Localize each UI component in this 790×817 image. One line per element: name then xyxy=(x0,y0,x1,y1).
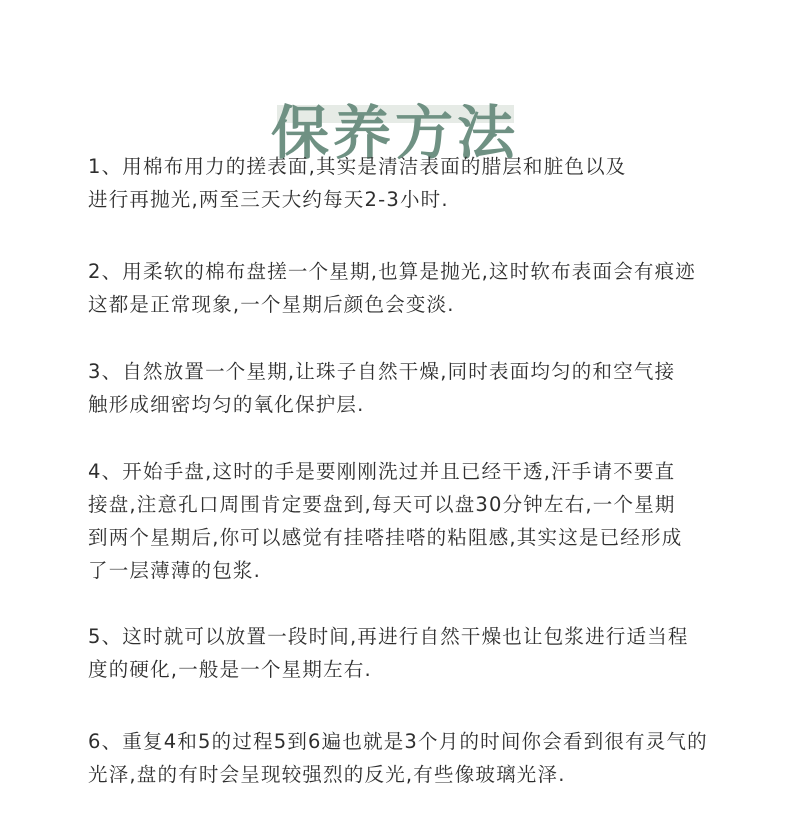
instruction-step-4 xyxy=(88,455,682,587)
step-5-line-2: 度的硬化,一般是一个星期左右. xyxy=(88,658,372,681)
step-2-line-1: 2、用柔软的棉布盘搓一个星期,也算是抛光,这时软布表面会有痕迹 xyxy=(88,260,697,283)
step-2-line-2: 这都是正常现象,一个星期后颜色会变淡. xyxy=(88,293,455,316)
instruction-step-3 xyxy=(88,355,675,421)
step-1-line-1: 1、用棉布用力的搓表面,其实是清洁表面的腊层和脏色以及 xyxy=(88,155,627,178)
step-4-line-1: 4、开始手盘,这时的手是要刚刚洗过并且已经干透,汗手请不要直 xyxy=(88,460,676,483)
step-4-line-4: 了一层薄薄的包浆. xyxy=(88,559,261,582)
step-6-line-2: 光泽,盘的有时会呈现较强烈的反光,有些像玻璃光泽. xyxy=(88,763,566,786)
step-4-line-3: 到两个星期后,你可以感觉有挂嗒挂嗒的粘阻感,其实这是已经形成 xyxy=(88,526,683,549)
step-3-line-1: 3、自然放置一个星期,让珠子自然干燥,同时表面均匀的和空气接 xyxy=(88,360,676,383)
step-1-line-2: 进行再抛光,两至三天大约每天2-3小时. xyxy=(88,188,449,211)
page-title: 保养方法 xyxy=(270,98,519,167)
step-3-line-2: 触形成细密均匀的氧化保护层. xyxy=(88,393,365,416)
instruction-step-5 xyxy=(88,620,689,686)
step-4-line-2: 接盘,注意孔口周围肯定要盘到,每天可以盘30分钟左右,一个星期 xyxy=(88,493,676,516)
step-5-line-1: 5、这时就可以放置一段时间,再进行自然干燥也让包浆进行适当程 xyxy=(88,625,689,648)
instruction-step-1 xyxy=(88,150,627,216)
instruction-step-6 xyxy=(88,725,708,791)
step-6-line-1: 6、重复4和5的过程5到6遍也就是3个月的时间你会看到很有灵气的 xyxy=(88,730,708,753)
instruction-step-2 xyxy=(88,255,696,321)
